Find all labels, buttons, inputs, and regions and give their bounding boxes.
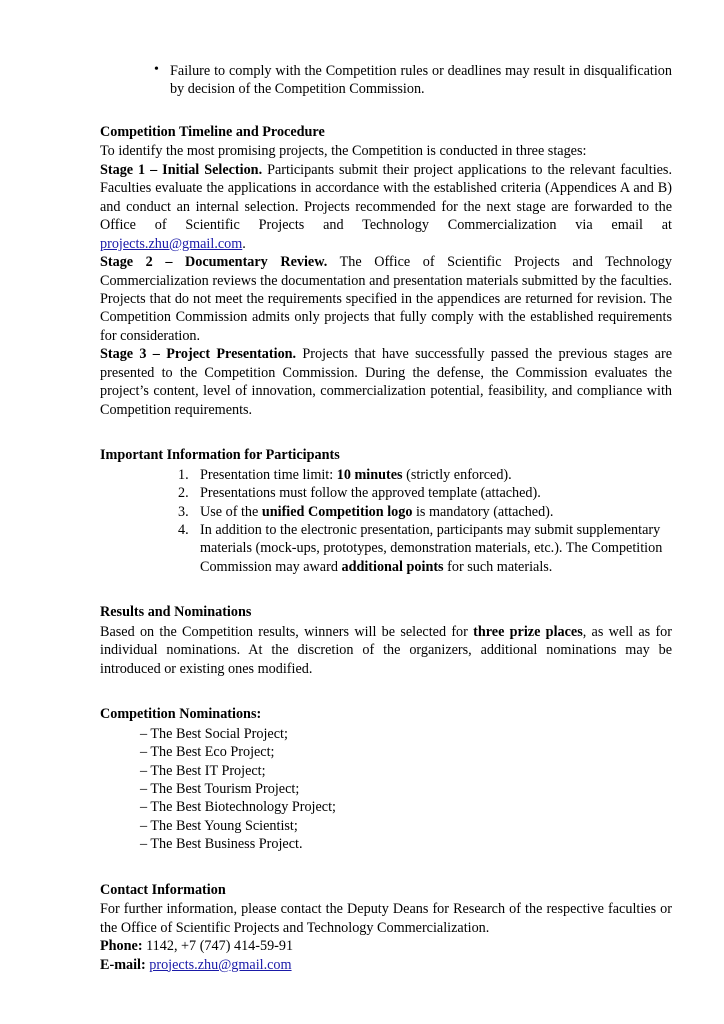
list-text-pre: Presentation time limit:	[200, 466, 337, 483]
list-text-pre: Use of the	[200, 503, 262, 520]
document-body	[100, 62, 672, 974]
section-heading-important-info: Important Information for Participants	[100, 447, 340, 464]
stage-3-text: Projects that have successfully passed the previous stages are presented to the Competition Commission. During the defense, the Commission evaluates the project’s content, level of innovation, commercialization potential, feasibility, and compliance with Competition requirements.	[100, 346, 673, 418]
list-number: 2.	[178, 485, 189, 502]
list-text-pre: In addition to the electronic presentation, participants may submit supplementary materials (mock-ups, prototypes, demonstration materials, etc.). The Competition Commission may award	[200, 521, 663, 575]
list-item: – The Best Tourism Project;	[140, 780, 300, 797]
list-item	[178, 484, 672, 502]
contact-phone-line	[100, 937, 672, 955]
stage-3-label: Stage 3 – Project Presentation.	[100, 346, 297, 363]
timeline-intro-text: To identify the most promising projects, the Competition is conducted in three stages:	[100, 143, 587, 160]
stage-2-text: The Office of Scientific Projects and Technology Commercialization reviews the documentation and presentation materials submitted by the faculties. Projects that do not meet the requirements specified in the appendices are returned for revision. The Competition Commission admits only projects that fully comply with the established requirements for consideration.	[100, 254, 672, 344]
list-item: – The Best Business Project.	[140, 836, 303, 853]
list-text-pre: Presentations must follow the approved template (attached).	[200, 485, 541, 502]
list-number: 3.	[178, 503, 189, 520]
stage-1-text-tail: .	[242, 235, 246, 252]
results-paragraph	[100, 623, 672, 678]
list-text-bold: additional points	[341, 558, 444, 575]
list-item: – The Best Biotechnology Project;	[140, 799, 336, 816]
nominations-list	[140, 725, 672, 854]
spacer	[100, 99, 672, 109]
list-text-bold: unified Competition logo	[261, 503, 413, 520]
phone-value: 1142, +7 (747) 414-59-91	[142, 938, 294, 955]
spacer	[100, 419, 672, 432]
list-item	[178, 466, 672, 484]
stage-1-paragraph	[100, 161, 672, 253]
contact-email-line	[100, 956, 672, 974]
list-item: – The Best Social Project;	[140, 725, 288, 742]
section-heading-contact: Contact Information	[100, 881, 226, 898]
section-heading-results: Results and Nominations	[100, 604, 252, 621]
stage-1-text: Participants submit their project applications to the relevant faculties. Faculties evaluate the applications in accordance with the established criteria (Appendices A and B) and conduct an internal selection. Projects recommended for the next stage are forwarded to the Office of Scientific Projects and Technology Commercialization via email at	[100, 161, 673, 234]
important-info-list	[178, 466, 672, 577]
intro-bullet-list	[148, 62, 672, 99]
list-item: – The Best Eco Project;	[140, 744, 275, 761]
stage-2-paragraph	[100, 253, 672, 345]
stage-3-paragraph	[100, 345, 672, 419]
spacer	[100, 576, 672, 589]
stage-2-label: Stage 2 – Documentary Review.	[100, 254, 328, 271]
results-text-pre: Based on the Competition results, winners will be selected for	[100, 623, 474, 640]
list-item: – The Best Young Scientist;	[140, 817, 298, 834]
list-text-post: is mandatory (attached).	[412, 503, 554, 520]
list-item	[178, 503, 672, 521]
list-item	[178, 521, 672, 576]
results-text-post: , as well as for individual nominations. At the discretion of the organizers, additional nominations may be introduced or existing ones modified.	[100, 623, 672, 677]
list-number: 1.	[178, 466, 189, 483]
stage-1-label: Stage 1 – Initial Selection.	[100, 161, 263, 178]
list-number: 4.	[178, 521, 189, 538]
list-text-bold: 10 minutes	[336, 466, 403, 483]
list-item	[148, 62, 672, 99]
list-text-post: (strictly enforced).	[402, 466, 512, 483]
list-text-post: for such materials.	[443, 558, 553, 575]
list-item: – The Best IT Project;	[140, 762, 266, 779]
email-link-contact[interactable]: projects.zhu@gmail.com	[149, 956, 292, 973]
section-heading-timeline: Competition Timeline and Procedure	[100, 123, 325, 140]
spacer	[100, 678, 672, 691]
spacer	[100, 854, 672, 867]
bullet-text: Failure to comply with the Competition rules or deadlines may result in disqualification by decision of the Competition Commission.	[170, 63, 672, 98]
email-link-stage-1[interactable]: projects.zhu@gmail.com	[100, 235, 243, 252]
contact-text: For further information, please contact the Deputy Deans for Research of the respective faculties or the Office of Scientific Projects and Technology Commercialization.	[100, 901, 672, 936]
results-text-bold: three prize places	[473, 623, 583, 640]
section-heading-nominations: Competition Nominations:	[100, 706, 262, 723]
email-label: E-mail:	[100, 956, 146, 973]
phone-label: Phone:	[100, 938, 143, 955]
